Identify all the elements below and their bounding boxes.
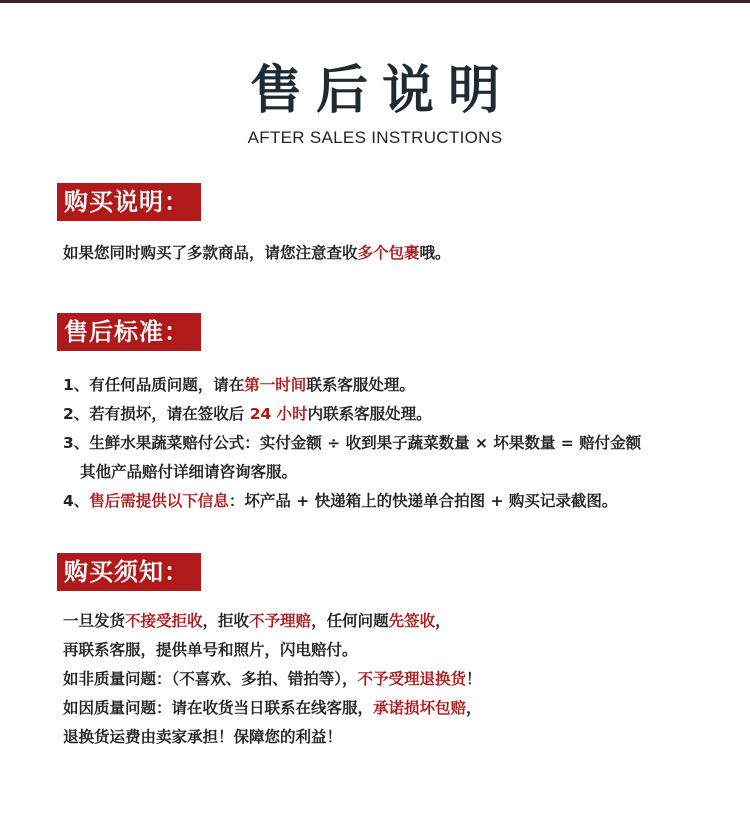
- standard-item-4: 4、售后需提供以下信息：坏产品 + 快递箱上的快递单合拍图 + 购买记录截图。: [63, 492, 618, 510]
- top-border: [0, 0, 750, 3]
- must-know-line-5: 退换货运费由卖家承担！保障您的利益！: [63, 728, 343, 746]
- standard-item-1: 1、有任何品质问题，请在第一时间联系客服处理。: [63, 376, 415, 394]
- must-know-line-2: 再联系客服，提供单号和照片，闪电赔付。: [63, 641, 358, 659]
- page-title: 售后说明: [249, 61, 514, 121]
- purchase-must-know-heading: 购买须知：: [57, 553, 201, 591]
- must-know-line-4: 如因质量问题：请在收货当日联系在线客服，承诺损坏包赔，: [63, 699, 482, 717]
- purchase-notes-heading: 购买说明：: [57, 183, 201, 221]
- page-subtitle: AFTER SALES INSTRUCTIONS: [247, 128, 503, 147]
- standard-item-3-continued: 其他产品赔付详细请咨询客服。: [80, 463, 298, 481]
- must-know-line-1: 一旦发货不接受拒收，拒收不予理赔，任何问题先签收，: [63, 612, 451, 630]
- standard-item-2: 2、若有损坏，请在签收后 24 小时内联系客服处理。: [63, 405, 432, 423]
- standard-item-3: 3、生鲜水果蔬菜赔付公式：实付金额 ÷ 收到果子蔬菜数量 × 坏果数量 = 赔付金额: [63, 434, 642, 452]
- purchase-notes-text: 如果您同时购买了多款商品，请您注意查收多个包裹哦。: [63, 244, 451, 262]
- after-sales-standard-heading: 售后标准：: [57, 313, 201, 351]
- must-know-line-3: 如非质量问题：（不喜欢、多拍、错拍等），不予受理退换货！: [63, 670, 482, 688]
